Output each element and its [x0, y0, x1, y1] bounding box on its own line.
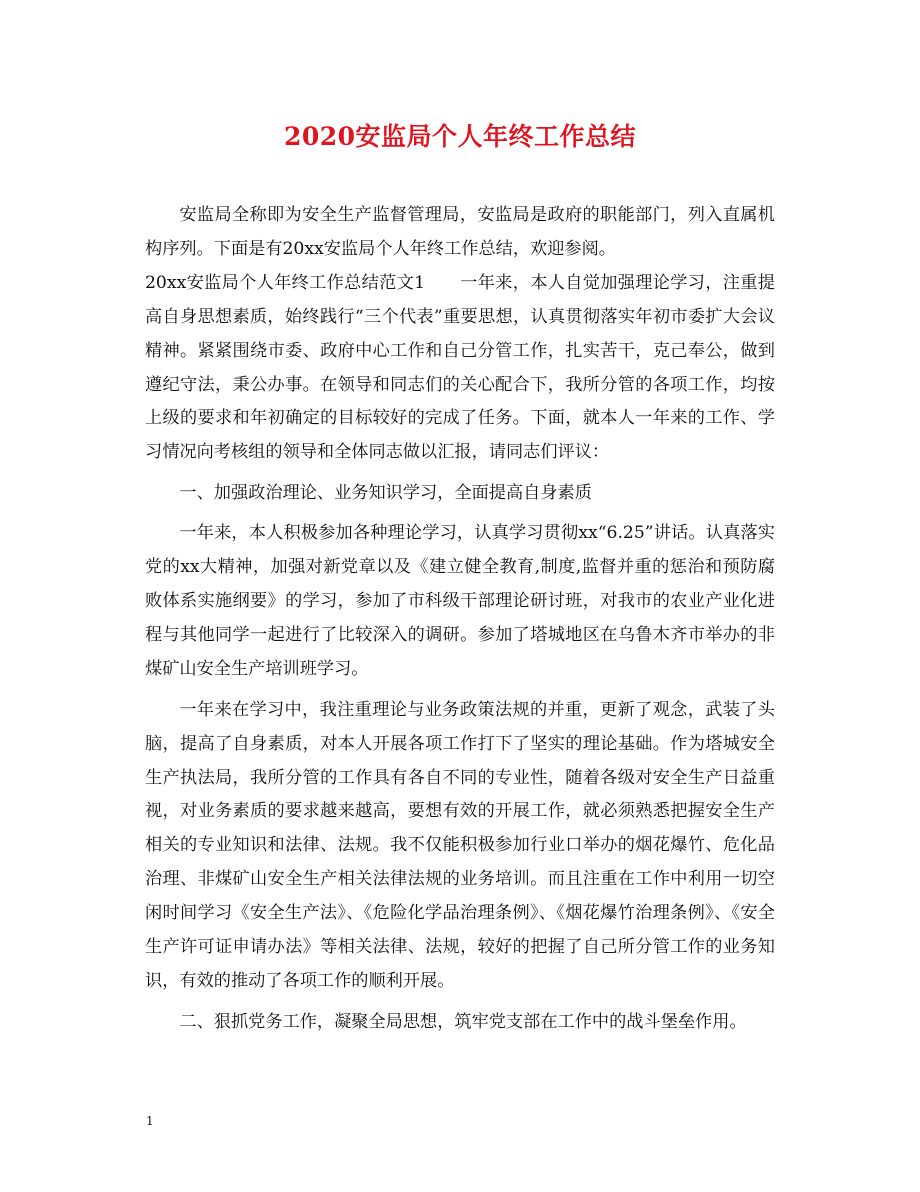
page-number: 1: [146, 1114, 154, 1128]
section-heading-2: 二、狠抓党务工作，凝聚全局思想，筑牢党支部在工作中的战斗堡垒作用。: [179, 1011, 747, 1032]
document-body: [145, 199, 775, 1040]
document-title: 2020安监局个人年终工作总结: [283, 122, 637, 151]
body-paragraph: 一年来，本人积极参加各种理论学习，认真学习贯彻xx“6.25”讲话。认真落实党的xx大精神，加强对新党章以及《建立健全教育,制度,监督并重的惩治和预防腐败体系实施纲要》的学习，参加了市科级干部理论研讨班，对我市的农业产业化进程与其他同学一起进行了比较深入的调研。参加了塔城地区在乌鲁木齐市举办的非煤矿山安全生产培训班学习。: [145, 523, 775, 679]
section-heading-1: 一、加强政治理论、业务知识学习，全面提高自身素质: [179, 483, 592, 504]
section-intro-paragraph: 20xx安监局个人年终工作总结范文1 一年来，本人自觉加强理论学习，注重提高自身思想素质，始终践行“三个代表”重要思想，认真贯彻落实年初市委扩大会议精神。紧紧围绕市委、政府中心工作和自己分管工作，扎实苦干，克己奉公，做到遵纪守法，秉公办事。在领导和同志们的关心配合下，我所分管的各项工作，均按上级的要求和年初确定的目标较好的完成了任务。下面，就本人一年来的工作、学习情况向考核组的领导和全体同志做以汇报，请同志们评议：: [145, 272, 775, 463]
body-paragraph: 一年来在学习中，我注重理论与业务政策法规的并重，更新了观念，武装了头脑，提高了自身素质，对本人开展各项工作打下了坚实的理论基础。作为塔城安全生产执法局，我所分管的工作具有各自不同的专业性，随着各级对安全生产日益重视，对业务素质的要求越来越高，要想有效的开展工作，就必须熟悉把握安全生产相关的专业知识和法律、法规。我不仅能积极参加行业口举办的烟花爆竹、危化品治理、非煤矿山安全生产相关法律法规的业务培训。而且注重在工作中利用一切空闲时间学习《安全生产法》、《危险化学品治理条例》、《烟花爆竹治理条例》、《安全生产许可证申请办法》等相关法律、法规，较好的把握了自己所分管工作的业务知识，有效的推动了各项工作的顺利开展。: [145, 699, 775, 991]
intro-paragraph: 安监局全称即为安全生产监督管理局，安监局是政府的职能部门，列入直属机构序列。下面是有20xx安监局个人年终工作总结，欢迎参阅。: [145, 205, 775, 259]
